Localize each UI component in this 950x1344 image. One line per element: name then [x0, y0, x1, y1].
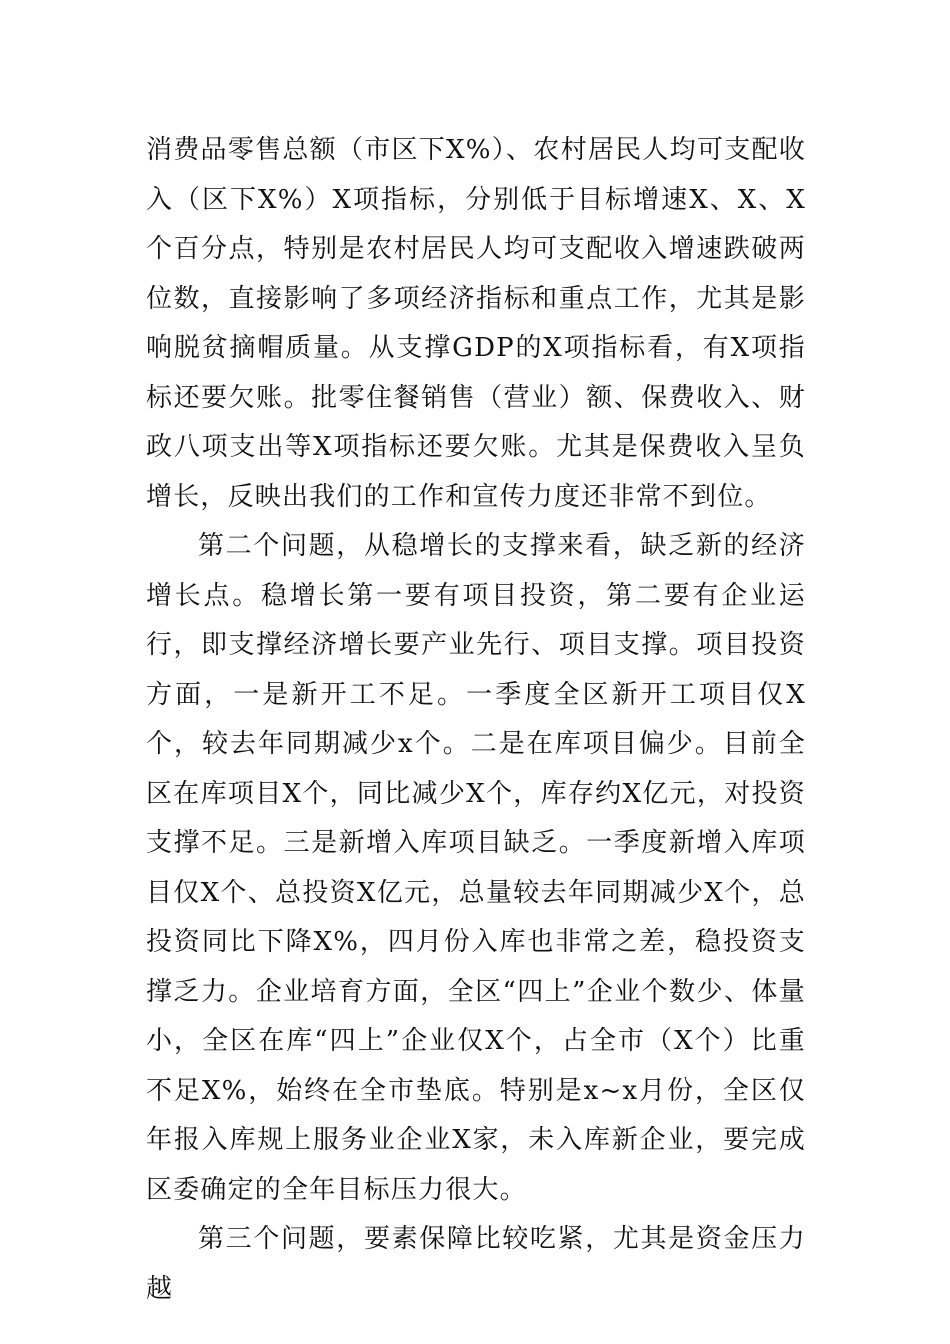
body-text: [146, 126, 806, 1314]
paragraph-indicators-shortfall: 消费品零售总额（市区下X%）、农村居民人均可支配收入（区下X%）X项指标，分别低于目标增速X、X、X个百分点，特别是农村居民人均可支配收入增速跌破两位数，直接影响了多项经济指标和重点工作，尤其是影响脱贫摘帽质量。从支撑GDP的X项指标看，有X项指标还要欠账。批零住餐销售（营业）额、保费收入、财政八项支出等X项指标还要欠账。尤其是保费收入呈负增长，反映出我们的工作和宣传力度还非常不到位。: [146, 135, 806, 512]
paragraph-third-problem: 第三个问题，要素保障比较吃紧，尤其是资金压力越: [146, 1224, 806, 1304]
paragraph-second-problem: 第二个问题，从稳增长的支撑来看，缺乏新的经济增长点。稳增长第一要有项目投资，第二要有企业运行，即支撑经济增长要产业先行、项目支撑。项目投资方面，一是新开工不足。一季度全区新开工项目仅X个，较去年同期减少x个。二是在库项目偏少。目前全区在库项目X个，同比减少X个，库存约X亿元，对投资支撑不足。三是新增入库项目缺乏。一季度新增入库项目仅X个、总投资X亿元，总量较去年同期减少X个，总投资同比下降X%，四月份入库也非常之差，稳投资支撑乏力。企业培育方面，全区“四上”企业个数少、体量小，全区在库“四上”企业仅X个，占全市（X个）比重不足X%，始终在全市垫底。特别是x~x月份，全区仅年报入库规上服务业企业X家，未入库新企业，要完成区委确定的全年目标压力很大。: [146, 531, 806, 1205]
